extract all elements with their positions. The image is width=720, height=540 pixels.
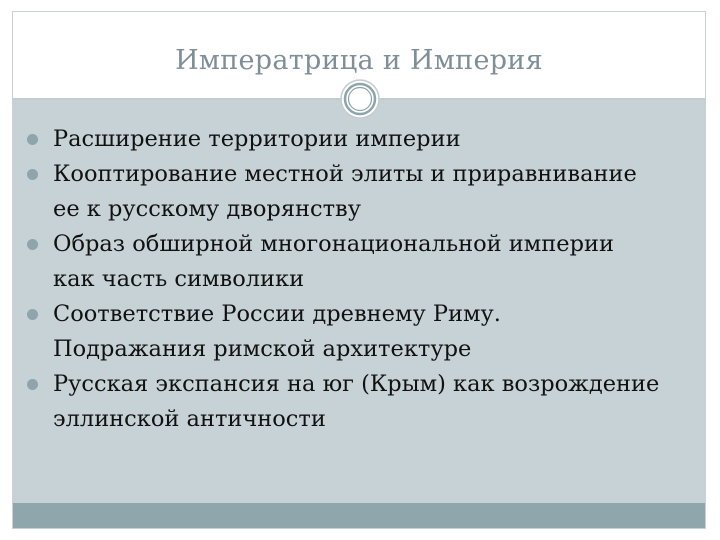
bullet-line: Образ обширной многонациональной империи: [53, 231, 614, 257]
bullet-item: [13, 227, 705, 297]
bottom-band: [13, 503, 705, 528]
bullet-line: Кооптирование местной элиты и приравнивание: [53, 161, 637, 187]
bullet-list: [13, 122, 705, 437]
bullet-item: [13, 157, 705, 227]
bullet-line: ее к русскому дворянству: [53, 196, 361, 222]
bullet-line: Соответствие России древнему Риму.: [53, 301, 501, 327]
bullet-item: [13, 122, 705, 157]
bullet-item: [13, 297, 705, 367]
double-ring-ornament-icon: [340, 79, 380, 119]
bullet-item: [13, 367, 705, 437]
bullet-line: эллинской античности: [53, 406, 326, 432]
bullet-dot-icon: [27, 379, 38, 390]
bullet-line: как часть символики: [53, 266, 305, 292]
bullet-dot-icon: [27, 309, 38, 320]
bullet-dot-icon: [27, 239, 38, 250]
bullet-dot-icon: [27, 134, 38, 145]
bullet-line: Подражания римской архитектуре: [53, 336, 472, 362]
slide-title: Императрица и Империя: [175, 45, 543, 76]
bullet-line: Расширение территории империи: [53, 126, 461, 152]
bullet-line: Русская экспансия на юг (Крым) как возрождение: [53, 371, 660, 397]
bullet-dot-icon: [27, 169, 38, 180]
